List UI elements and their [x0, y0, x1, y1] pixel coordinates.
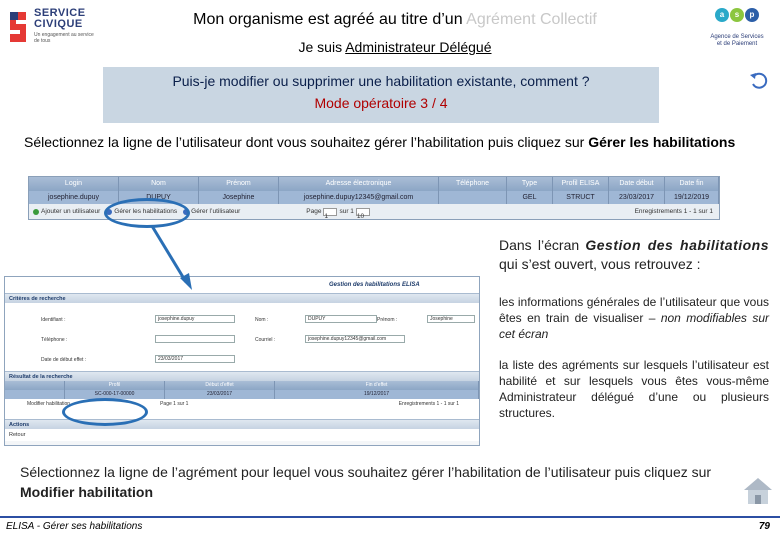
page-title: Mon organisme est agréé au titre d’un Agrément Collectif [193, 11, 597, 28]
telephone-field [155, 335, 235, 343]
criteria-form: Identifiant : josephine.dupuy Nom : DUPUY Prénom : Josephine Téléphone : Courriel : josephine.dupuy12345@gmail.com Date de début effet : 23/03/2017 [5, 303, 479, 371]
explanation-general-info: les informations générales de l’utilisateur que vous êtes en train de visualiser – non modifiables sur cet écran [499, 295, 769, 341]
footer-divider [0, 516, 780, 518]
instruction-step-2: Sélectionnez la ligne de l’agrément pour lequel vous souhaitez gérer l’habilitation de l’utilisateur puis cliquez sur Modifier habilitation [20, 464, 712, 500]
result-grid: Profil Début d’effet Fin d’effet SC-000-17-00000 23/03/2017 19/12/2017 Modifier habilitation Page 1 sur 1 Enregistrements 1 - 1 sur 1 [5, 381, 479, 419]
modify-habilitation-button[interactable]: Modifier habilitation [27, 401, 71, 407]
table-row[interactable]: SC-000-17-00000 23/03/2017 19/12/2017 [5, 390, 479, 399]
page-input[interactable]: 1 [323, 208, 337, 216]
highlight-manage-habilitations [104, 198, 190, 228]
instruction-step-1: Sélectionnez la ligne de l’utilisateur dont vous souhaitez gérer l’habilitation puis cliquez sur Gérer les habilitations [24, 134, 736, 150]
records-count: Enregistrements 1 - 1 sur 1 [634, 208, 713, 215]
service-civique-mark-icon [6, 10, 30, 44]
explanation-intro: Dans l’écran Gestion des habilitations qui s’est ouvert, vous retrouvez : [499, 237, 770, 272]
criteria-section-header: Critères de recherche [5, 293, 479, 303]
mode-operatoire-label: Mode opératoire 3 / 4 [314, 95, 448, 111]
highlight-modify-habilitation [62, 398, 148, 426]
pager: Page 1 sur 1 10 [306, 204, 370, 219]
result-pager: Page 1 sur 1 [160, 401, 189, 407]
prenom-field: Josephine [427, 315, 475, 323]
question-box [103, 67, 659, 123]
nom-field: DUPUY [305, 315, 377, 323]
result-records-count: Enregistrements 1 - 1 sur 1 [398, 401, 459, 407]
courriel-field: josephine.dupuy12345@gmail.com [305, 335, 405, 343]
page-number: 79 [758, 521, 770, 532]
home-icon[interactable] [742, 474, 774, 508]
add-user-button[interactable]: Ajouter un utilisateur [33, 204, 100, 219]
table-row[interactable]: josephine.dupuy DUPUY Josephine josephine.dupuy12345@gmail.com GEL STRUCT 23/03/2017 19/12/2019 [29, 191, 719, 204]
window-title: Gestion des habilitations ELISA [5, 277, 479, 293]
add-icon [33, 209, 39, 215]
question-text: Puis-je modifier ou supprimer une habilitation existante, comment ? [172, 73, 590, 89]
explanation-agrements-list: la liste des agréments sur lesquels l’utilisateur est habilité et sur lesquels vous êtes vous-même Administrateur délégué d’une ou plusieurs structures. [499, 358, 769, 420]
back-button[interactable]: Retour [5, 429, 479, 441]
actions-section-header: Actions [5, 419, 479, 429]
asp-circles-icon: a s p [715, 8, 759, 30]
result-section-header: Résultat de la recherche [5, 371, 479, 381]
manage-user-button[interactable]: Gérer l’utilisateur [183, 204, 240, 219]
asp-logo: a s p Agence de Services et de Paiement [710, 10, 764, 47]
footer-label: ELISA - Gérer ses habilitations [6, 521, 143, 532]
manage-habilitations-button[interactable]: Gérer les habilitations [106, 204, 177, 219]
back-arrow-icon[interactable] [748, 70, 770, 92]
users-grid-header: Login Nom Prénom Adresse électronique Téléphone Type Profil ELISA Date début Date fin [29, 177, 719, 191]
page-size-select[interactable]: 10 [356, 208, 370, 216]
date-debut-field: 23/03/2017 [155, 355, 235, 363]
identifiant-field: josephine.dupuy [155, 315, 235, 323]
page-subtitle: Je suis Administrateur Délégué [298, 39, 492, 55]
service-civique-logo: SERVICE CIVIQUE Un engagement au service de tous [6, 6, 96, 50]
